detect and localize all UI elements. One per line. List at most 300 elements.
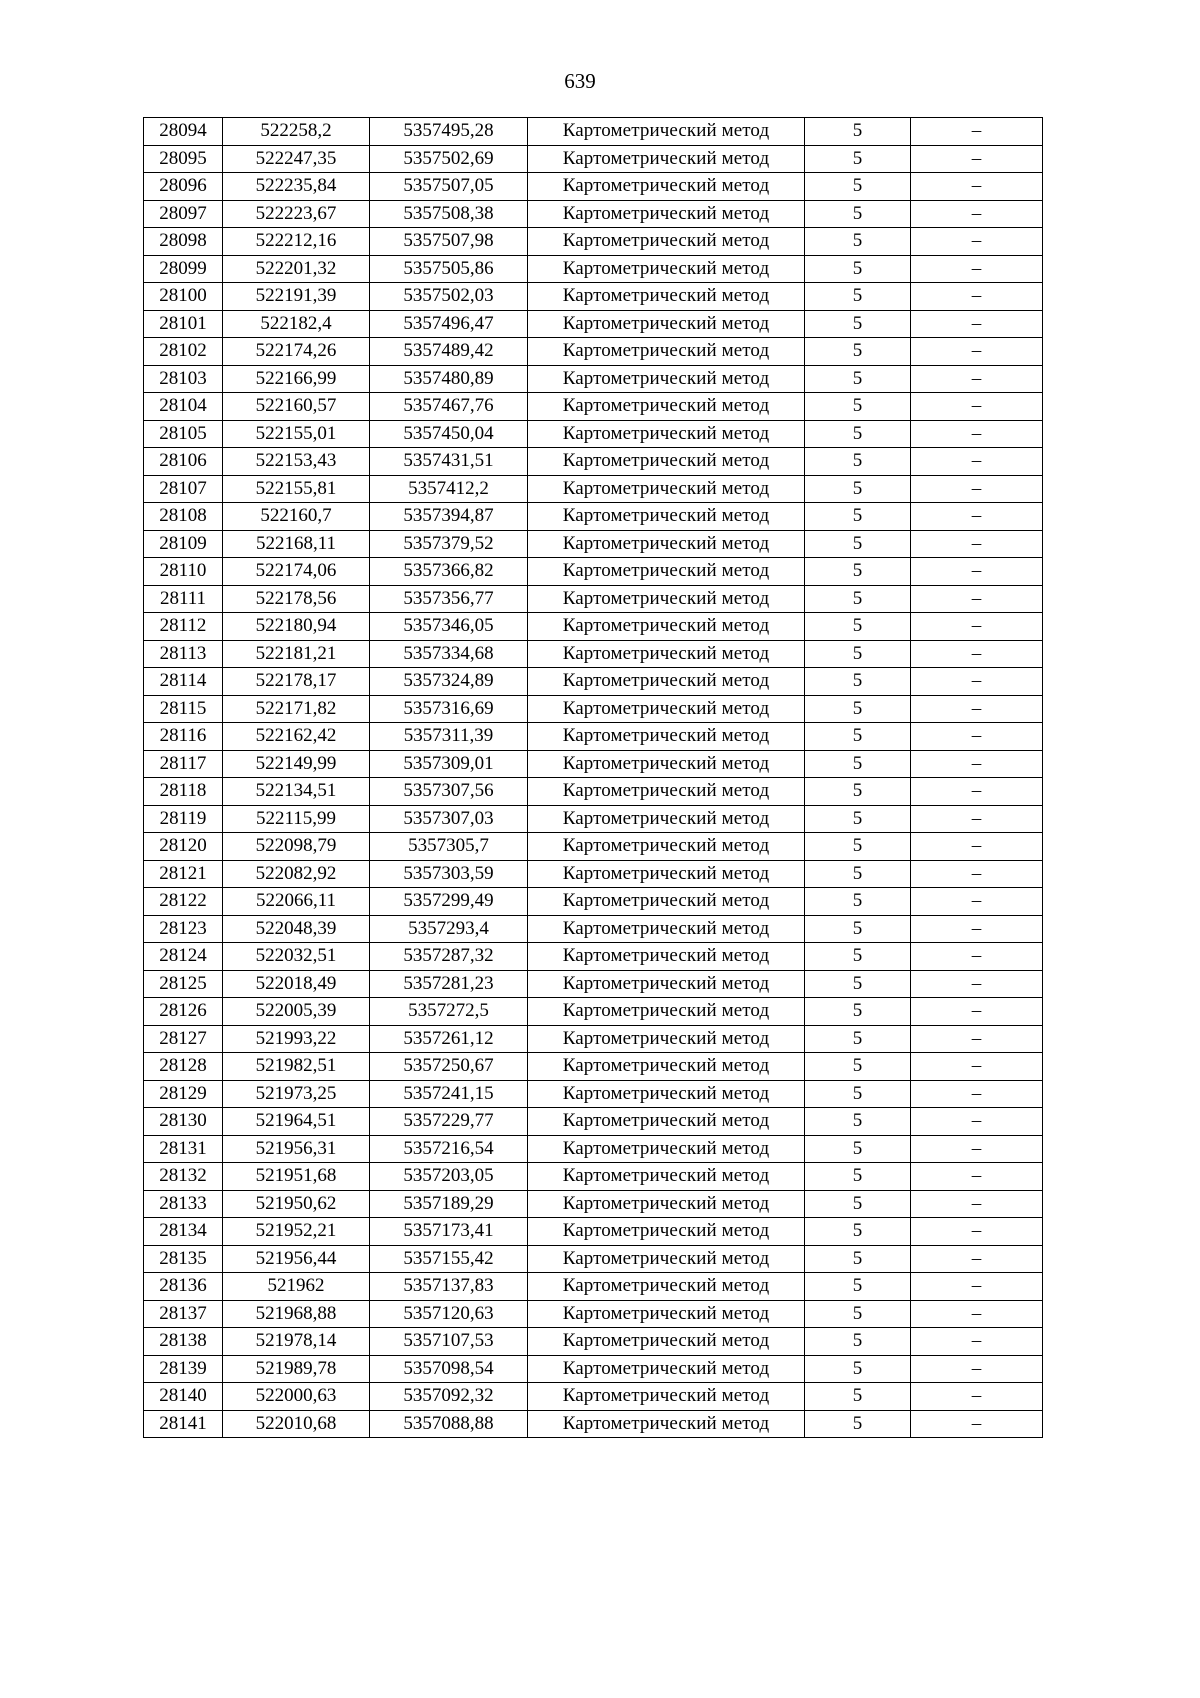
method-cell: Картометрический метод <box>528 998 805 1026</box>
coordinate-2-cell: 5357502,69 <box>370 145 528 173</box>
coordinate-1-cell: 522174,26 <box>223 338 370 366</box>
coordinate-2-cell: 5357508,38 <box>370 200 528 228</box>
coordinate-2-cell: 5357307,03 <box>370 805 528 833</box>
coordinate-1-cell: 521951,68 <box>223 1163 370 1191</box>
note-cell: – <box>911 668 1043 696</box>
accuracy-cell: 5 <box>805 613 911 641</box>
table-row <box>144 860 1043 888</box>
point-number-cell: 28105 <box>144 420 223 448</box>
method-cell: Картометрический метод <box>528 1025 805 1053</box>
note-cell: – <box>911 640 1043 668</box>
point-number-cell: 28111 <box>144 585 223 613</box>
coordinate-2-cell: 5357281,23 <box>370 970 528 998</box>
method-cell: Картометрический метод <box>528 1245 805 1273</box>
point-number-cell: 28125 <box>144 970 223 998</box>
accuracy-cell: 5 <box>805 1108 911 1136</box>
table-row <box>144 448 1043 476</box>
coordinate-2-cell: 5357431,51 <box>370 448 528 476</box>
table-row <box>144 283 1043 311</box>
coordinate-2-cell: 5357324,89 <box>370 668 528 696</box>
method-cell: Картометрический метод <box>528 695 805 723</box>
method-cell: Картометрический метод <box>528 888 805 916</box>
method-cell: Картометрический метод <box>528 338 805 366</box>
coordinate-2-cell: 5357489,42 <box>370 338 528 366</box>
coordinate-1-cell: 522223,67 <box>223 200 370 228</box>
point-number-cell: 28120 <box>144 833 223 861</box>
method-cell: Картометрический метод <box>528 1328 805 1356</box>
method-cell: Картометрический метод <box>528 283 805 311</box>
method-cell: Картометрический метод <box>528 778 805 806</box>
table-row <box>144 145 1043 173</box>
point-number-cell: 28123 <box>144 915 223 943</box>
note-cell: – <box>911 1163 1043 1191</box>
table-row <box>144 915 1043 943</box>
method-cell: Картометрический метод <box>528 1135 805 1163</box>
table-row <box>144 530 1043 558</box>
coordinate-1-cell: 522258,2 <box>223 118 370 146</box>
coordinate-2-cell: 5357299,49 <box>370 888 528 916</box>
accuracy-cell: 5 <box>805 530 911 558</box>
note-cell: – <box>911 475 1043 503</box>
table-row <box>144 1163 1043 1191</box>
table-row <box>144 613 1043 641</box>
table-row <box>144 888 1043 916</box>
point-number-cell: 28139 <box>144 1355 223 1383</box>
coordinate-2-cell: 5357203,05 <box>370 1163 528 1191</box>
table-row <box>144 668 1043 696</box>
point-number-cell: 28094 <box>144 118 223 146</box>
coordinate-2-cell: 5357507,98 <box>370 228 528 256</box>
accuracy-cell: 5 <box>805 723 911 751</box>
method-cell: Картометрический метод <box>528 448 805 476</box>
accuracy-cell: 5 <box>805 970 911 998</box>
page-number: 639 <box>564 69 596 93</box>
coordinate-2-cell: 5357107,53 <box>370 1328 528 1356</box>
coordinate-1-cell: 521989,78 <box>223 1355 370 1383</box>
coordinate-2-cell: 5357305,7 <box>370 833 528 861</box>
method-cell: Картометрический метод <box>528 613 805 641</box>
coordinate-2-cell: 5357507,05 <box>370 173 528 201</box>
accuracy-cell: 5 <box>805 255 911 283</box>
note-cell: – <box>911 310 1043 338</box>
coordinate-1-cell: 522082,92 <box>223 860 370 888</box>
coordinate-1-cell: 521982,51 <box>223 1053 370 1081</box>
accuracy-cell: 5 <box>805 228 911 256</box>
note-cell: – <box>911 338 1043 366</box>
table-row <box>144 338 1043 366</box>
coordinate-1-cell: 522048,39 <box>223 915 370 943</box>
note-cell: – <box>911 1355 1043 1383</box>
method-cell: Картометрический метод <box>528 805 805 833</box>
point-number-cell: 28116 <box>144 723 223 751</box>
coordinate-2-cell: 5357480,89 <box>370 365 528 393</box>
coordinate-1-cell: 521993,22 <box>223 1025 370 1053</box>
accuracy-cell: 5 <box>805 695 911 723</box>
coordinates-table <box>143 117 1043 1438</box>
table-row <box>144 970 1043 998</box>
point-number-cell: 28126 <box>144 998 223 1026</box>
accuracy-cell: 5 <box>805 338 911 366</box>
accuracy-cell: 5 <box>805 145 911 173</box>
coordinate-2-cell: 5357098,54 <box>370 1355 528 1383</box>
accuracy-cell: 5 <box>805 915 911 943</box>
note-cell: – <box>911 888 1043 916</box>
note-cell: – <box>911 833 1043 861</box>
method-cell: Картометрический метод <box>528 1383 805 1411</box>
table-row <box>144 1108 1043 1136</box>
note-cell: – <box>911 1080 1043 1108</box>
coordinate-2-cell: 5357334,68 <box>370 640 528 668</box>
coordinate-2-cell: 5357293,4 <box>370 915 528 943</box>
method-cell: Картометрический метод <box>528 585 805 613</box>
coordinate-1-cell: 522247,35 <box>223 145 370 173</box>
point-number-cell: 28135 <box>144 1245 223 1273</box>
note-cell: – <box>911 1053 1043 1081</box>
accuracy-cell: 5 <box>805 1025 911 1053</box>
accuracy-cell: 5 <box>805 475 911 503</box>
table-row <box>144 1190 1043 1218</box>
point-number-cell: 28140 <box>144 1383 223 1411</box>
point-number-cell: 28128 <box>144 1053 223 1081</box>
coordinate-1-cell: 521964,51 <box>223 1108 370 1136</box>
point-number-cell: 28122 <box>144 888 223 916</box>
table-row <box>144 365 1043 393</box>
note-cell: – <box>911 1300 1043 1328</box>
method-cell: Картометрический метод <box>528 1218 805 1246</box>
accuracy-cell: 5 <box>805 448 911 476</box>
coordinate-2-cell: 5357120,63 <box>370 1300 528 1328</box>
note-cell: – <box>911 1218 1043 1246</box>
method-cell: Картометрический метод <box>528 420 805 448</box>
accuracy-cell: 5 <box>805 778 911 806</box>
note-cell: – <box>911 1025 1043 1053</box>
accuracy-cell: 5 <box>805 365 911 393</box>
note-cell: – <box>911 228 1043 256</box>
note-cell: – <box>911 750 1043 778</box>
note-cell: – <box>911 778 1043 806</box>
table-row <box>144 943 1043 971</box>
note-cell: – <box>911 200 1043 228</box>
point-number-cell: 28098 <box>144 228 223 256</box>
note-cell: – <box>911 365 1043 393</box>
method-cell: Картометрический метод <box>528 1300 805 1328</box>
accuracy-cell: 5 <box>805 173 911 201</box>
coordinate-2-cell: 5357261,12 <box>370 1025 528 1053</box>
accuracy-cell: 5 <box>805 805 911 833</box>
table-row <box>144 1080 1043 1108</box>
method-cell: Картометрический метод <box>528 1108 805 1136</box>
accuracy-cell: 5 <box>805 998 911 1026</box>
table-row <box>144 558 1043 586</box>
accuracy-cell: 5 <box>805 310 911 338</box>
accuracy-cell: 5 <box>805 1080 911 1108</box>
coordinate-2-cell: 5357137,83 <box>370 1273 528 1301</box>
coordinate-2-cell: 5357379,52 <box>370 530 528 558</box>
coordinate-1-cell: 521952,21 <box>223 1218 370 1246</box>
accuracy-cell: 5 <box>805 393 911 421</box>
accuracy-cell: 5 <box>805 1245 911 1273</box>
coordinate-2-cell: 5357505,86 <box>370 255 528 283</box>
accuracy-cell: 5 <box>805 668 911 696</box>
coordinate-2-cell: 5357450,04 <box>370 420 528 448</box>
note-cell: – <box>911 448 1043 476</box>
accuracy-cell: 5 <box>805 1190 911 1218</box>
point-number-cell: 28102 <box>144 338 223 366</box>
accuracy-cell: 5 <box>805 558 911 586</box>
method-cell: Картометрический метод <box>528 943 805 971</box>
table-row <box>144 200 1043 228</box>
note-cell: – <box>911 420 1043 448</box>
coordinate-1-cell: 521956,44 <box>223 1245 370 1273</box>
method-cell: Картометрический метод <box>528 530 805 558</box>
method-cell: Картометрический метод <box>528 1053 805 1081</box>
note-cell: – <box>911 255 1043 283</box>
coordinate-2-cell: 5357173,41 <box>370 1218 528 1246</box>
note-cell: – <box>911 723 1043 751</box>
accuracy-cell: 5 <box>805 1053 911 1081</box>
accuracy-cell: 5 <box>805 833 911 861</box>
coordinate-1-cell: 522160,57 <box>223 393 370 421</box>
coordinate-2-cell: 5357356,77 <box>370 585 528 613</box>
point-number-cell: 28099 <box>144 255 223 283</box>
accuracy-cell: 5 <box>805 585 911 613</box>
note-cell: – <box>911 1190 1043 1218</box>
coordinate-1-cell: 522166,99 <box>223 365 370 393</box>
table-row <box>144 1218 1043 1246</box>
point-number-cell: 28104 <box>144 393 223 421</box>
point-number-cell: 28095 <box>144 145 223 173</box>
coordinate-1-cell: 522180,94 <box>223 613 370 641</box>
method-cell: Картометрический метод <box>528 1080 805 1108</box>
coordinate-2-cell: 5357346,05 <box>370 613 528 641</box>
coordinate-1-cell: 522115,99 <box>223 805 370 833</box>
table-row <box>144 255 1043 283</box>
accuracy-cell: 5 <box>805 1218 911 1246</box>
point-number-cell: 28141 <box>144 1410 223 1438</box>
method-cell: Картометрический метод <box>528 640 805 668</box>
method-cell: Картометрический метод <box>528 668 805 696</box>
coordinate-1-cell: 522005,39 <box>223 998 370 1026</box>
table-row <box>144 1383 1043 1411</box>
point-number-cell: 28134 <box>144 1218 223 1246</box>
coordinate-1-cell: 522098,79 <box>223 833 370 861</box>
table-row <box>144 998 1043 1026</box>
point-number-cell: 28106 <box>144 448 223 476</box>
method-cell: Картометрический метод <box>528 118 805 146</box>
method-cell: Картометрический метод <box>528 173 805 201</box>
coordinate-1-cell: 521978,14 <box>223 1328 370 1356</box>
accuracy-cell: 5 <box>805 283 911 311</box>
method-cell: Картометрический метод <box>528 1163 805 1191</box>
coordinate-2-cell: 5357311,39 <box>370 723 528 751</box>
note-cell: – <box>911 860 1043 888</box>
point-number-cell: 28108 <box>144 503 223 531</box>
point-number-cell: 28119 <box>144 805 223 833</box>
coordinate-1-cell: 522178,56 <box>223 585 370 613</box>
method-cell: Картометрический метод <box>528 145 805 173</box>
coordinate-1-cell: 522153,43 <box>223 448 370 476</box>
coordinate-1-cell: 522168,11 <box>223 530 370 558</box>
table-row <box>144 695 1043 723</box>
method-cell: Картометрический метод <box>528 503 805 531</box>
point-number-cell: 28124 <box>144 943 223 971</box>
coordinate-2-cell: 5357316,69 <box>370 695 528 723</box>
note-cell: – <box>911 558 1043 586</box>
coordinate-2-cell: 5357303,59 <box>370 860 528 888</box>
accuracy-cell: 5 <box>805 1163 911 1191</box>
point-number-cell: 28130 <box>144 1108 223 1136</box>
point-number-cell: 28109 <box>144 530 223 558</box>
coordinate-2-cell: 5357088,88 <box>370 1410 528 1438</box>
coordinate-1-cell: 522235,84 <box>223 173 370 201</box>
coordinate-2-cell: 5357467,76 <box>370 393 528 421</box>
table-row <box>144 1245 1043 1273</box>
accuracy-cell: 5 <box>805 750 911 778</box>
coordinate-1-cell: 522134,51 <box>223 778 370 806</box>
point-number-cell: 28101 <box>144 310 223 338</box>
method-cell: Картометрический метод <box>528 1355 805 1383</box>
accuracy-cell: 5 <box>805 1328 911 1356</box>
point-number-cell: 28127 <box>144 1025 223 1053</box>
coordinate-2-cell: 5357241,15 <box>370 1080 528 1108</box>
table-row <box>144 1025 1043 1053</box>
point-number-cell: 28132 <box>144 1163 223 1191</box>
coordinate-2-cell: 5357309,01 <box>370 750 528 778</box>
note-cell: – <box>911 393 1043 421</box>
coordinate-2-cell: 5357412,2 <box>370 475 528 503</box>
note-cell: – <box>911 943 1043 971</box>
point-number-cell: 28097 <box>144 200 223 228</box>
accuracy-cell: 5 <box>805 860 911 888</box>
method-cell: Картометрический метод <box>528 475 805 503</box>
note-cell: – <box>911 695 1043 723</box>
accuracy-cell: 5 <box>805 420 911 448</box>
coordinate-2-cell: 5357229,77 <box>370 1108 528 1136</box>
table-row <box>144 393 1043 421</box>
coordinate-1-cell: 522010,68 <box>223 1410 370 1438</box>
coordinate-2-cell: 5357250,67 <box>370 1053 528 1081</box>
table-row <box>144 750 1043 778</box>
accuracy-cell: 5 <box>805 1300 911 1328</box>
table-row <box>144 640 1043 668</box>
coordinate-1-cell: 522182,4 <box>223 310 370 338</box>
point-number-cell: 28100 <box>144 283 223 311</box>
accuracy-cell: 5 <box>805 1273 911 1301</box>
method-cell: Картометрический метод <box>528 860 805 888</box>
coordinate-2-cell: 5357496,47 <box>370 310 528 338</box>
coordinate-1-cell: 522160,7 <box>223 503 370 531</box>
accuracy-cell: 5 <box>805 118 911 146</box>
coordinate-1-cell: 521956,31 <box>223 1135 370 1163</box>
coordinate-1-cell: 522000,63 <box>223 1383 370 1411</box>
note-cell: – <box>911 915 1043 943</box>
point-number-cell: 28115 <box>144 695 223 723</box>
coordinate-1-cell: 522155,01 <box>223 420 370 448</box>
coordinate-1-cell: 522149,99 <box>223 750 370 778</box>
coordinate-2-cell: 5357092,32 <box>370 1383 528 1411</box>
coordinate-2-cell: 5357502,03 <box>370 283 528 311</box>
table-row <box>144 585 1043 613</box>
accuracy-cell: 5 <box>805 1135 911 1163</box>
method-cell: Картометрический метод <box>528 1273 805 1301</box>
coordinate-2-cell: 5357189,29 <box>370 1190 528 1218</box>
note-cell: – <box>911 1410 1043 1438</box>
method-cell: Картометрический метод <box>528 1190 805 1218</box>
table-row <box>144 805 1043 833</box>
method-cell: Картометрический метод <box>528 915 805 943</box>
coordinate-1-cell: 522201,32 <box>223 255 370 283</box>
table-row <box>144 1355 1043 1383</box>
note-cell: – <box>911 1245 1043 1273</box>
point-number-cell: 28096 <box>144 173 223 201</box>
coordinate-1-cell: 522032,51 <box>223 943 370 971</box>
point-number-cell: 28118 <box>144 778 223 806</box>
point-number-cell: 28138 <box>144 1328 223 1356</box>
coordinate-1-cell: 522018,49 <box>223 970 370 998</box>
coordinate-2-cell: 5357216,54 <box>370 1135 528 1163</box>
table-row <box>144 228 1043 256</box>
coordinate-1-cell: 522191,39 <box>223 283 370 311</box>
table-row <box>144 173 1043 201</box>
coordinate-1-cell: 522162,42 <box>223 723 370 751</box>
table-row <box>144 778 1043 806</box>
table-row <box>144 833 1043 861</box>
table-row <box>144 310 1043 338</box>
table-body <box>144 118 1043 1438</box>
note-cell: – <box>911 145 1043 173</box>
method-cell: Картометрический метод <box>528 255 805 283</box>
point-number-cell: 28117 <box>144 750 223 778</box>
table-row <box>144 1273 1043 1301</box>
point-number-cell: 28110 <box>144 558 223 586</box>
point-number-cell: 28107 <box>144 475 223 503</box>
point-number-cell: 28129 <box>144 1080 223 1108</box>
table-row <box>144 420 1043 448</box>
note-cell: – <box>911 805 1043 833</box>
method-cell: Картометрический метод <box>528 365 805 393</box>
coordinate-1-cell: 521973,25 <box>223 1080 370 1108</box>
coordinate-2-cell: 5357307,56 <box>370 778 528 806</box>
note-cell: – <box>911 503 1043 531</box>
note-cell: – <box>911 1383 1043 1411</box>
note-cell: – <box>911 970 1043 998</box>
note-cell: – <box>911 1328 1043 1356</box>
point-number-cell: 28112 <box>144 613 223 641</box>
method-cell: Картометрический метод <box>528 200 805 228</box>
table-row <box>144 503 1043 531</box>
note-cell: – <box>911 118 1043 146</box>
method-cell: Картометрический метод <box>528 750 805 778</box>
note-cell: – <box>911 585 1043 613</box>
point-number-cell: 28136 <box>144 1273 223 1301</box>
table-row <box>144 1053 1043 1081</box>
method-cell: Картометрический метод <box>528 1410 805 1438</box>
table-row <box>144 118 1043 146</box>
coordinate-1-cell: 522212,16 <box>223 228 370 256</box>
coordinate-1-cell: 522178,17 <box>223 668 370 696</box>
coordinate-1-cell: 521968,88 <box>223 1300 370 1328</box>
accuracy-cell: 5 <box>805 200 911 228</box>
coordinate-2-cell: 5357394,87 <box>370 503 528 531</box>
table-row <box>144 723 1043 751</box>
method-cell: Картометрический метод <box>528 833 805 861</box>
point-number-cell: 28133 <box>144 1190 223 1218</box>
method-cell: Картометрический метод <box>528 558 805 586</box>
table-row <box>144 1135 1043 1163</box>
accuracy-cell: 5 <box>805 1410 911 1438</box>
accuracy-cell: 5 <box>805 503 911 531</box>
note-cell: – <box>911 613 1043 641</box>
